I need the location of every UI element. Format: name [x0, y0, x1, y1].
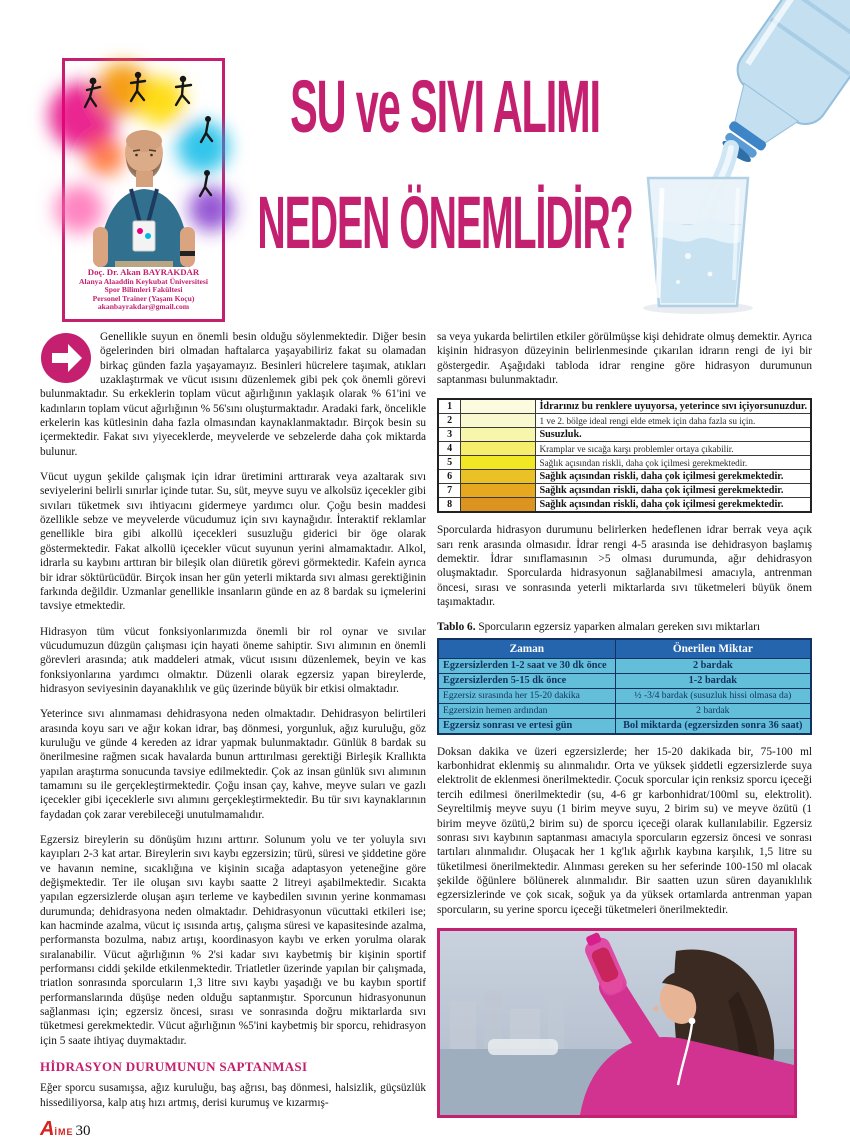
row-number: 3	[438, 428, 461, 442]
paragraph: sa veya yukarda belirtilen etkiler görülmüşse kişi dehidrate olmuş demektir. Ayrıca kişinin hidrasyon düzeyinin belirlenmesinde çıkarılan idrarın rengi de iyi bir göstergedir. Aşağıdaki tabloda idrar rengine göre hidrasyon durumunun saptanması bulunmaktadır.	[437, 331, 812, 387]
paragraph: Doksan dakika ve üzeri egzersizlerde; her 15-20 dakikada bir, 75-100 ml karbonhidrat eklenmiş su alınmalıdır. Orta ve yüksek şiddetli egzersizlerde suya elektrolit de eklenmesi önerilmektedir. Çocuk sporcular için renksiz sporcu içeceği tercih edilmesi önerilmektedir (su, 4-6 gr karbonhidrat/100ml su, elektrolit). Seyreltilmiş meyve suyu (1 birim meyve suyu, 2 birim su) ve meyve özütü (1 birim meyve özütü,2 birim su) de sporcu içeceği olarak kullanılabilir. Egzersiz sonrası sıvı kaybının saptanması amacıyla sporcuların egzersiz öncesi ve sonrası tartıları alınmalıdır. Oluşacak her 1 kg'lık ağırlık kaybına karşılık, 1,5 litre su tüketilmesi önerilmektedir. Alınması gereken su her seferinde 100-150 ml olacak şekilde öğünlere bölünerek alınmalıdır. Bir saatten uzun süren dayanıklılık egzersizlerinde ve çok sıcak, soğuk ya da yüksek ortamlarda antrenman yapan sporcuların, su yerine sporcu içeceği tüketmeleri önerilmektedir.	[437, 745, 812, 916]
aime-logo-a: A	[40, 1117, 54, 1140]
row-number: 8	[438, 498, 461, 513]
urine-color-swatch	[461, 470, 536, 484]
boat	[488, 1039, 558, 1055]
paragraph: Vücut uygun şekilde çalışmak için idrar üretimini arttırarak veya azaltarak sıvı seviyelerini belirli sınırlar içinde tutar. Su, süt, meyve suyu ve alkolsüz içecekler gibi sıvıları tüketmek sıvı ihtiyacını gidermeye yardımcı olur. Çoğu besin maddesi özellikle sebze ve meyvelerde vücudumuz için sıvı kaynağıdır. İnteraktif reklamlar genellikle bira gibi alkollü içecekleri susuzluğu giderici bir öge olarak göstermektedir. Fakat alkollü içecekler vücut suyunun yerini almamaktadır. Alkol, idrarla su kaybını arttıran bir bileşik olan diüretik görevi görmektedir. Kafein ayrıca bir idrar söktürücüdür. Birçok insan her gün yeterli miktarda sıvı alması gerektiğinin farkında değildir. Uzmanlar genellikle insanların günde en az 8 bardak su içmelerini tavsiye etmektedir.	[40, 471, 426, 613]
paragraph-text: Genellikle suyun en önemli besin olduğu söylenmektedir. Diğer besin ögelerinden biri olmadan haftalarca yaşayabiliriz fakat su olamadan birkaç günden fazla yaşayamayız. Besinleri hücrelere taşımak, atıkları uzaklaştırmak ve vücut ısısını düzenlemek gibi pek çok önemli görevi bulunmaktadır. Su erkeklerin toplam vücut ağırlığının yaklaşık olarak % 61'ini ve kadınların toplam vücut ağırlığının % 56'sını oluşturmaktadır. Aradaki fark, öncelikle erkelerin kas kütlesinin daha fazla olmasından kaynaklanmaktadır. Birçok besin su içermektedir. Fakat sıvı yiyeceklerde, meyvelerde ve sebzelerde daha çok miktarda bulunur.	[40, 331, 426, 458]
water-pour-image	[618, 36, 850, 330]
author-photo	[65, 61, 222, 267]
row-description: Kramplar ve sıcağa karşı problemler ortaya çıkabilir.	[536, 442, 811, 456]
table-row	[438, 703, 811, 718]
page-footer	[40, 1118, 426, 1141]
table-row	[438, 414, 811, 428]
cell-miktar: ½ -3/4 bardak (susuzluk hissi olmasa da)	[615, 688, 811, 703]
water-bottle	[693, 0, 850, 184]
right-column	[437, 330, 812, 1141]
row-number: 5	[438, 456, 461, 470]
author-role: Personel Trainer (Yaşam Koçu)	[92, 293, 195, 303]
urine-color-swatch	[461, 442, 536, 456]
row-description: İdrarınız bu renklere uyuyorsa, yeterince sıvı içiyorsunuzdur.	[536, 399, 811, 414]
water-glass	[648, 178, 748, 306]
row-description: Sağlık açısından riskli, daha çok içilmesi gerekmektedir.	[536, 456, 811, 470]
author-email: akanbayrakdar@gmail.com	[97, 302, 190, 312]
author-university: Alanya Alaaddin Keykubat Üniversitesi	[79, 276, 208, 286]
column-header-zaman: Zaman	[438, 639, 615, 659]
table-row	[438, 498, 811, 513]
table-caption	[437, 620, 812, 634]
urine-color-swatch	[461, 498, 536, 513]
table-row	[438, 688, 811, 703]
table-row	[438, 428, 811, 442]
title-line-1: SU ve SIVI ALIMI	[290, 65, 600, 148]
woman-drinking-photo	[437, 928, 797, 1118]
paragraph: Sporcularda hidrasyon durumunu belirlerken hedeflenen idrar berrak veya açık sarı renk arasında olmasıdır. İdrar rengi 4-5 arasında ise dehidrasyon başlamış demektir. İdrar sınıflamasının >5 olması durumunda, ağır dehidrasyon oluşmaktadır. Sporcularda hidrasyonun sağlanabilmesi amacıyla, antrenman öncesi, sırası ve sonrasında yeterli miktarlarda sıvı tüketmeleri büyük önem taşımaktadır.	[437, 524, 812, 609]
table-row	[438, 658, 811, 673]
author-faculty: Spor Bilimleri Fakültesi	[104, 285, 183, 295]
row-number: 2	[438, 414, 461, 428]
aime-logo	[40, 1118, 73, 1141]
cell-zaman: Egzersizin hemen ardından	[438, 703, 615, 718]
arrow-icon	[40, 332, 92, 384]
urine-color-swatch	[461, 414, 536, 428]
table-row	[438, 673, 811, 688]
author-box	[62, 58, 225, 322]
urine-color-swatch	[461, 456, 536, 470]
urine-color-table	[437, 398, 812, 513]
author-name: Doç. Dr. Akan BAYRAKDAR	[87, 267, 200, 277]
paragraph: Egzersiz bireylerin su dönüşüm hızını arttırır. Solunum yolu ve ter yoluyla sıvı kayıpları 2-3 kat artar. Bireylerin sıvı kaybı egzersizin; türü, süresi ve şiddetine göre ve havanın nemine, sıcaklığına ve kişinin sıcağa adaptasyon yeteneğine göre değişmektedir. Ter ile oluşan sıvı kaybı saatte 2 litreyi aşabilmektedir. Sıcakta yapılan egzersizlerde oluşan aşırı terleme ve kaybedilen sıvının yerine konmaması durumunda; dehidrasyona neden olmaktadır. Dehidrasyonun vücuttaki etkileri ise; kan hacminde azalma, vücut iç ısısında artış, çalışma süresi ve kapasitesinde azalma, performansta bozulma, nabız artışı, koordinasyon kaybı ve erken yorulma olarak sıralanabilir. Vücut ağırlığının % 2'si kadar sıvı kaybetmiş bir kişinin sportif performansı ciddi şekilde etkilenmektedir. Triatletler üzerinde yapılan bir çalışmada, triatlon sonrasında sporcuların 1,3 litre sıvı kaybı yaşadığı ve bu kaybın sportif performanslarında düşüşe neden olduğu saptanmıştır. Sporcunun hidrasyonunun sağlanması için; egzersiz öncesi, sırası ve sonrasında doğru miktarlarda sıvı tüketmesi gerekmektedir. Vücut ağırlığının %5'ini kaybetmiş bir sporcu, rehidrasyon için 5 saate ihtiyaç duymaktadır.	[40, 834, 426, 1047]
row-description: Sağlık açısından riskli, daha çok içilmesi gerekmektedir.	[536, 498, 811, 513]
cell-zaman: Egzersiz sırasında her 15-20 dakika	[438, 688, 615, 703]
table-row	[438, 456, 811, 470]
paragraph: Eğer sporcu susamışsa, ağız kuruluğu, baş ağrısı, baş dönmesi, halsizlik, güçsüzlük hissediliyorsa, kalp atış hızı artmış, derisi kurumuş ve kızarmış-	[40, 1082, 426, 1109]
row-description: Sağlık açısından riskli, daha çok içilmesi gerekmektedir.	[536, 484, 811, 498]
table-caption-label: Tablo 6.	[437, 621, 476, 634]
cell-zaman: Egzersizlerden 1-2 saat ve 30 dk önce	[438, 658, 615, 673]
article-body	[40, 330, 812, 1141]
row-number: 7	[438, 484, 461, 498]
page-number: 30	[75, 1122, 91, 1139]
row-description: 1 ve 2. bölge ideal rengi elde etmek için daha fazla su için.	[536, 414, 811, 428]
row-number: 4	[438, 442, 461, 456]
urine-color-swatch	[461, 428, 536, 442]
table-row	[438, 470, 811, 484]
table-caption-text: Sporcuların egzersiz yaparken almaları gereken sıvı miktarları	[475, 621, 761, 634]
cell-miktar: 2 bardak	[615, 658, 811, 673]
row-number: 1	[438, 399, 461, 414]
title-line-2: NEDEN ÖNEMLİDİR?	[257, 181, 633, 264]
table-row	[438, 399, 811, 414]
section-heading-hidrasyon: HİDRASYON DURUMUNUN SAPTANMASI	[40, 1059, 308, 1075]
paragraph: Yeterince sıvı alınmaması dehidrasyona neden olmaktadır. Dehidrasyon belirtileri arasında koyu sarı ve ağır kokan idrar, baş dönmesi, yorgunluk, ağız kuruluğu, göz kuruluğu ve günde 4 kereden az idrar yapmak bulunmaktadır. Günlük 8 bardak su önerilmesine rağmen sıcak havalarda bunun arttırılması gerektiği Birleşik Krallıkta yapılan araştırma sonucunda tavsiye edilmektedir. Çok az insan günlük sıvı alımının tamamını su ile gerçekleştirmektedir. Çoğu insan çay, kahve, meyve suları ve gazlı içecekler gibi içeceklerle sıvı alımını gerçekleştirmektedir. Bu tür sıvı kaynaklarının faydadan çok zarar verebileceği unutulmamalıdır.	[40, 708, 426, 821]
cell-miktar: Bol miktarda (egzersizden sonra 36 saat)	[615, 718, 811, 734]
fluid-amount-table	[437, 638, 812, 735]
table-row	[438, 442, 811, 456]
page-title	[222, 62, 668, 302]
author-credentials	[65, 267, 222, 312]
column-header-miktar: Önerilen Miktar	[615, 639, 811, 659]
urine-color-swatch	[461, 484, 536, 498]
table-header-row	[438, 639, 811, 659]
urine-color-swatch	[461, 399, 536, 414]
cell-zaman: Egzersizlerden 5-15 dk önce	[438, 673, 615, 688]
row-description: Susuzluk.	[536, 428, 811, 442]
table-row	[438, 718, 811, 734]
row-number: 6	[438, 470, 461, 484]
row-description: Sağlık açısından riskli, daha çok içilmesi gerekmektedir.	[536, 470, 811, 484]
cell-zaman: Egzersiz sonrası ve ertesi gün	[438, 718, 615, 734]
paragraph	[40, 330, 426, 459]
paragraph: Hidrasyon tüm vücut fonksiyonlarımızda önemli bir rol oynar ve sıvılar vücudumuzun düzgün çalışması için hayati öneme sahiptir. Sıvı alımının en önemli görevleri arasında; atık maddeleri atmak, vücut ısısını düzenlemek, beyin ve kas fonksiyonlarına yardımcı olmaktır. Düzenli olarak egzersiz yapan bireylerde, hidrasyon seviyesinin dayanaklılık ve güç üzerinde büyük bir etkisi olmaktadır.	[40, 625, 426, 695]
cell-miktar: 2 bardak	[615, 703, 811, 718]
cell-miktar: 1-2 bardak	[615, 673, 811, 688]
table-row	[438, 484, 811, 498]
left-column	[40, 330, 426, 1141]
aime-logo-text: İME	[54, 1126, 74, 1137]
